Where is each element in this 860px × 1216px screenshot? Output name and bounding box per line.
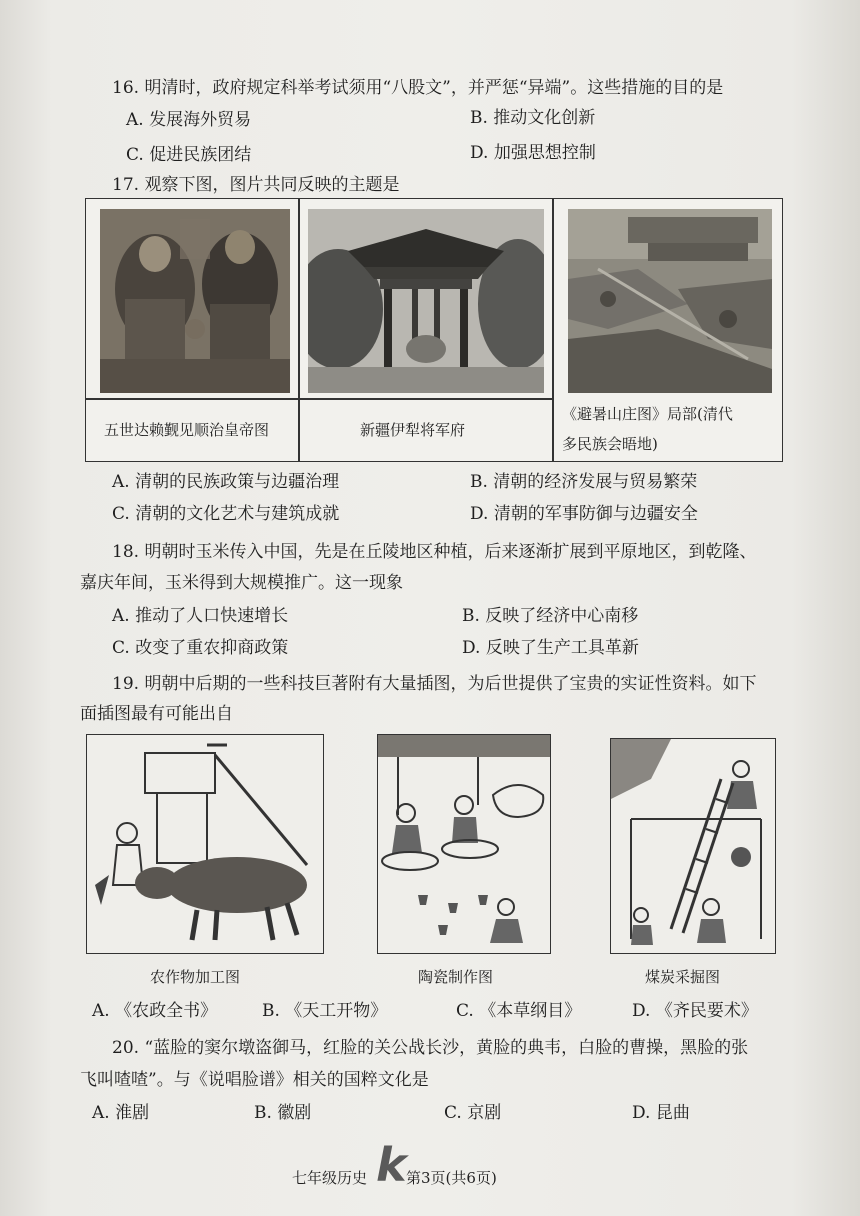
q16-option-c[interactable]: C. 促进民族团结 [126,145,252,165]
q18-option-a[interactable]: A. 推动了人口快速增长 [112,606,289,626]
q17-option-d[interactable]: D. 清朝的军事防御与边疆安全 [470,504,698,524]
mountain-resort-painting-image [568,209,772,393]
q18-option-b[interactable]: B. 反映了经济中心南移 [462,606,639,626]
q16-option-d[interactable]: D. 加强思想控制 [470,143,596,163]
q19-option-d[interactable]: D. 《齐民要术》 [632,1001,758,1021]
q17-caption-1: 五世达赖觐见顺治皇帝图 [104,421,270,439]
footer-page-number: 第3页(共6页) [406,1169,497,1187]
q20-option-d[interactable]: D. 昆曲 [632,1103,690,1123]
q19-option-b[interactable]: B. 《天工开物》 [262,1001,388,1021]
q17-option-a[interactable]: A. 清朝的民族政策与边疆治理 [112,472,340,492]
q20-stem-line1: 20. “蓝脸的窦尔墩盗御马，红脸的关公战长沙，黄脸的典韦，白脸的曹操，黑脸的张 [112,1038,749,1058]
q19-caption-3: 煤炭采掘图 [645,968,721,986]
q20-option-a[interactable]: A. 淮剧 [92,1103,150,1123]
q19-stem-line1: 19. 明朝中后期的一些科技巨著附有大量插图，为后世提供了宝贵的实证性资料。如下 [112,674,757,694]
q19-caption-2: 陶瓷制作图 [418,968,494,986]
q16-option-a[interactable]: A. 发展海外贸易 [126,110,252,130]
crop-processing-illustration [86,734,324,954]
q18-option-d[interactable]: D. 反映了生产工具革新 [462,638,639,658]
q16-stem: 16. 明清时，政府规定科举考试须用“八股文”，并严惩“异端”。这些措施的目的是 [112,78,724,98]
q17-stem: 17. 观察下图，图片共同反映的主题是 [112,175,400,195]
q19-caption-1: 农作物加工图 [150,968,241,986]
q19-option-c[interactable]: C. 《本草纲目》 [456,1001,582,1021]
pottery-making-illustration [377,734,551,954]
q17-caption-3-line2: 多民族会晤地) [562,435,658,453]
q17-caption-2: 新疆伊犁将军府 [360,421,466,439]
q17-option-b[interactable]: B. 清朝的经济发展与贸易繁荣 [470,472,698,492]
q18-stem-line2: 嘉庆年间，玉米得到大规模推广。这一现象 [80,573,403,593]
q20-stem-line2: 飞叫喳喳”。与《说唱脸谱》相关的国粹文化是 [80,1070,429,1090]
q19-stem-line2: 面插图最有可能出自 [80,704,233,724]
q18-option-c[interactable]: C. 改变了重农抑商政策 [112,638,289,658]
q20-option-c[interactable]: C. 京剧 [444,1103,502,1123]
q20-option-b[interactable]: B. 徽剧 [254,1103,312,1123]
coal-mining-illustration [610,738,776,954]
footer-subject: 七年级历史 [292,1169,368,1187]
q17-caption-3-line1: 《避暑山庄图》局部(清代 [562,405,733,423]
dalai-lama-painting-image [100,209,290,393]
q18-stem-line1: 18. 明朝时玉米传入中国，先是在丘陵地区种植，后来逐渐扩展到平原地区，到乾隆、 [112,542,757,562]
q16-option-b[interactable]: B. 推动文化创新 [470,108,596,128]
q19-option-a[interactable]: A. 《农政全书》 [92,1001,218,1021]
q17-figure-table [85,198,783,462]
q17-option-c[interactable]: C. 清朝的文化艺术与建筑成就 [112,504,340,524]
k-watermark-logo: k [376,1138,407,1192]
yili-mansion-photo [308,209,544,393]
